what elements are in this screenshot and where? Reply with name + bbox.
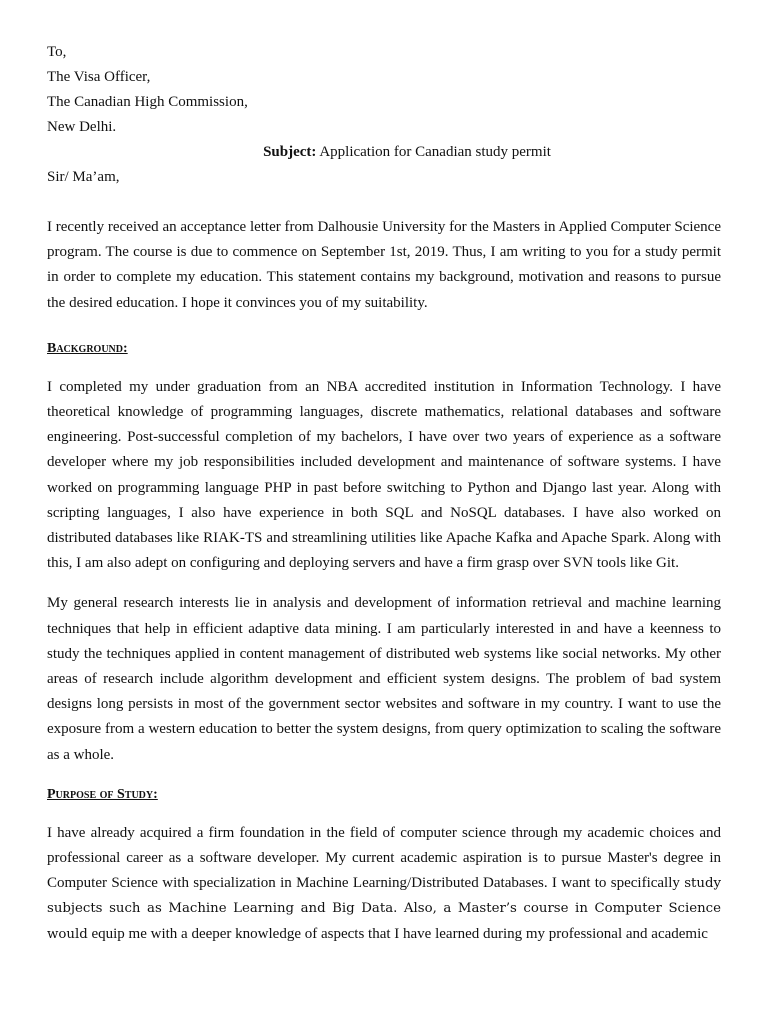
purpose-text-c: equip me with a deeper knowledge of aspects that I have learned during my professional and academic bbox=[91, 925, 708, 942]
intro-paragraph: I recently received an acceptance letter from Dalhousie University for the Masters in Applied Computer Science program. The course is due to commence on September 1st, 2019. Thus, I am writing to you for a study permit in order to complete my education. This statement contains my background, motivation and reasons to pursue the desired education. I hope it convinces you of my suitability. bbox=[47, 219, 721, 311]
greeting: Sir/ Ma’am, bbox=[47, 169, 120, 185]
address-line-2: The Canadian High Commission, bbox=[47, 94, 248, 110]
subject-line bbox=[47, 140, 721, 165]
address-line-3: New Delhi. bbox=[47, 119, 117, 135]
purpose-text-a: I have already acquired a firm foundation in the field of computer science through my academic choices and professional career as a software developer. My current academic aspiration is to pursue Master's degree in Computer Science with specialization in Machine Learning/Distributed Databases. I want to specifically bbox=[47, 824, 721, 892]
background-paragraph-1: I completed my under graduation from an NBA accredited institution in Information Technology. I have theoretical knowledge of programming languages, discrete mathematics, relational databases and software engineering. Post-successful completion of my bachelors, I have over two years of experience as a software developer where my job responsibilities included development and maintenance of software systems. I have worked on programming language PHP in past before switching to Python and Django last year. Along with scripting languages, I also have experience in both SQL and NoSQL databases. I have also worked on distributed databases like RIAK-TS and streamlining utilities like Apache Kafka and Apache Spark. Along with this, I am also adept on configuring and deploying servers and have a firm grasp over SVN tools like Git. bbox=[47, 378, 721, 572]
address-line-1: The Visa Officer, bbox=[47, 69, 151, 85]
purpose-paragraph-1 bbox=[47, 821, 721, 947]
purpose-heading: Purpose of Study: bbox=[47, 786, 158, 802]
address-to: To, bbox=[47, 44, 67, 60]
purpose-text-b: study subjects such as Machine Learning and Big Data. Also, a Master’s course in Computer Science would bbox=[47, 876, 721, 942]
subject-text: Application for Canadian study permit bbox=[316, 144, 551, 160]
background-heading: Background: bbox=[47, 340, 128, 356]
background-paragraph-2: My general research interests lie in analysis and development of information retrieval and machine learning techniques that help in efficient adaptive data mining. I am particularly interested in and have a keenness to study the techniques applied in content management of distributed web systems like social networks. My other areas of research include algorithm development and efficient system designs. The problem of bad system designs long persists in most of the government sector websites and software in my country. I want to use the exposure from a western education to better the system designs, from query optimization to scaling the software as a whole. bbox=[47, 595, 721, 763]
subject-label: Subject: bbox=[263, 144, 317, 160]
